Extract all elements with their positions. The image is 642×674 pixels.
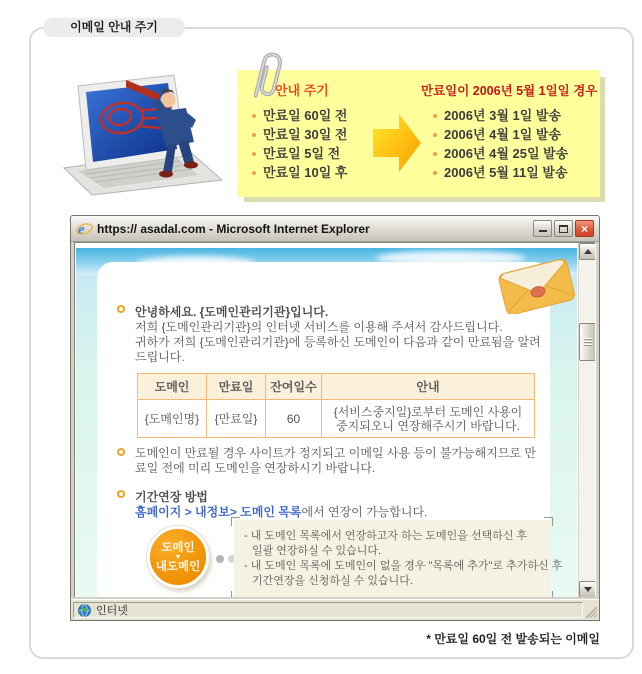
email-paragraph bbox=[135, 320, 541, 365]
extension-method-title: 기간연장 방법 bbox=[135, 490, 208, 504]
svg-text:e: e bbox=[78, 221, 85, 237]
badge-bottom-label: 내도메인 bbox=[155, 560, 201, 573]
dot-icon bbox=[216, 555, 224, 563]
laptop-spy-illustration bbox=[56, 72, 228, 196]
paragraph-line: 귀하가 저희 {도메인관리기관}에 등록하신 도메인이 다음과 같이 만료됨을 알려드립니다. bbox=[135, 335, 541, 364]
note-right-list bbox=[433, 106, 568, 182]
domain-table bbox=[137, 373, 535, 438]
badge-arrow-down-icon: ▼ bbox=[174, 553, 182, 561]
scrollbar-thumb[interactable] bbox=[579, 323, 596, 361]
list-item: 만료일 5일 전 bbox=[252, 144, 347, 163]
close-button[interactable]: × bbox=[575, 220, 594, 237]
arrow-right-icon bbox=[373, 112, 421, 174]
corner-mark bbox=[544, 591, 553, 599]
triangle-down-icon bbox=[584, 587, 592, 592]
col-expiry: 만료일 bbox=[207, 374, 266, 400]
maximize-icon bbox=[559, 225, 568, 233]
status-text: 인터넷 bbox=[96, 605, 128, 617]
expiry-notice: 도메인이 만료될 경우 사이트가 정지되고 이메일 사용 등이 불가능해지므로 만료일 전에 미리 도메인을 연장하시기 바랍니다. bbox=[135, 446, 536, 475]
status-bar bbox=[71, 599, 599, 620]
corner-mark bbox=[231, 591, 240, 599]
col-days-left: 잔여일수 bbox=[266, 374, 322, 400]
vertical-scrollbar[interactable] bbox=[578, 243, 595, 598]
corner-mark bbox=[544, 517, 553, 526]
list-item: 만료일 10일 후 bbox=[252, 163, 347, 182]
footnote-caption: * 만료일 60일 전 발송되는 이메일 bbox=[426, 632, 600, 646]
scroll-up-button[interactable] bbox=[579, 243, 596, 260]
browser-content bbox=[74, 242, 596, 599]
note-right-title: 만료일이 2006년 5월 1일일 경우 bbox=[421, 84, 598, 98]
status-field bbox=[73, 602, 583, 618]
col-domain: 도메인 bbox=[138, 374, 207, 400]
note-left-list bbox=[252, 106, 347, 182]
note-left-title: 안내 주기 bbox=[275, 83, 329, 98]
envelope-icon bbox=[495, 254, 577, 314]
globe-icon bbox=[78, 604, 91, 617]
scroll-down-button[interactable] bbox=[579, 581, 596, 598]
cell-expiry: {만료일} bbox=[207, 400, 266, 438]
table-header-row bbox=[138, 374, 535, 400]
extension-method-line bbox=[135, 503, 427, 520]
list-item: 2006년 5월 11일 발송 bbox=[433, 163, 568, 182]
step-line: 기간연장을 신청하실 수 있습니다. bbox=[252, 575, 413, 587]
list-item: 2006년 3월 1일 발송 bbox=[433, 106, 568, 125]
cell-days-left: 60 bbox=[266, 400, 322, 438]
list-item: 2006년 4월 1일 발송 bbox=[433, 125, 568, 144]
domain-badge bbox=[147, 526, 209, 588]
ie-icon bbox=[76, 221, 93, 237]
list-item: 2006년 4월 25일 발송 bbox=[433, 144, 568, 163]
badge-top-label: 도메인 bbox=[161, 541, 195, 554]
step-line: - 내 도메인 목록에서 연장하고자 하는 도메인을 선택하신 후 bbox=[244, 530, 528, 542]
cell-guide: {서비스중지일}로부터 도메인 사용이 중지되오니 연장해주시기 바랍니다. bbox=[322, 400, 535, 438]
step-line: - 내 도메인 목록에 도메인이 없을 경우 "목록에 추가"로 추가하신 후 bbox=[244, 560, 563, 572]
step-line: 일괄 연장하실 수 있습니다. bbox=[252, 545, 382, 557]
resize-grip[interactable] bbox=[586, 607, 597, 618]
maximize-button[interactable] bbox=[554, 220, 573, 237]
section-title-tab: 이메일 안내 주기 bbox=[43, 18, 185, 37]
email-body bbox=[76, 248, 577, 598]
paragraph-line: 저희 {도메인관리기관}의 인터넷 서비스를 이용해 주셔서 감사드립니다. bbox=[135, 320, 503, 334]
paperclip-icon bbox=[246, 48, 290, 110]
bullet-icon bbox=[117, 305, 125, 313]
col-guide: 안내 bbox=[322, 374, 535, 400]
bullet-icon bbox=[117, 490, 125, 498]
menu-path-link[interactable]: 홈페이지 > 내정보> 도메인 목록 bbox=[135, 505, 302, 519]
corner-mark bbox=[231, 517, 240, 526]
email-greeting: 안녕하세요. {도메인관리기관}입니다. bbox=[135, 305, 329, 319]
list-item: 만료일 30일 전 bbox=[252, 125, 347, 144]
table-row bbox=[138, 400, 535, 438]
triangle-up-icon bbox=[584, 249, 592, 254]
method-suffix: 에서 연장이 가능합니다. bbox=[301, 505, 428, 519]
window-title: https:// asadal.com - Microsoft Internet Explorer bbox=[97, 221, 370, 236]
list-item: 만료일 60일 전 bbox=[252, 106, 347, 125]
minimize-button[interactable] bbox=[533, 220, 552, 237]
browser-window bbox=[70, 215, 600, 621]
email-panel bbox=[97, 262, 563, 598]
minimize-icon bbox=[539, 225, 547, 232]
bullet-icon bbox=[117, 448, 125, 456]
schedule-sticky-note bbox=[237, 70, 600, 197]
browser-titlebar[interactable] bbox=[71, 216, 599, 242]
cell-domain: {도메인명} bbox=[138, 400, 207, 438]
extension-steps-box bbox=[234, 520, 563, 597]
